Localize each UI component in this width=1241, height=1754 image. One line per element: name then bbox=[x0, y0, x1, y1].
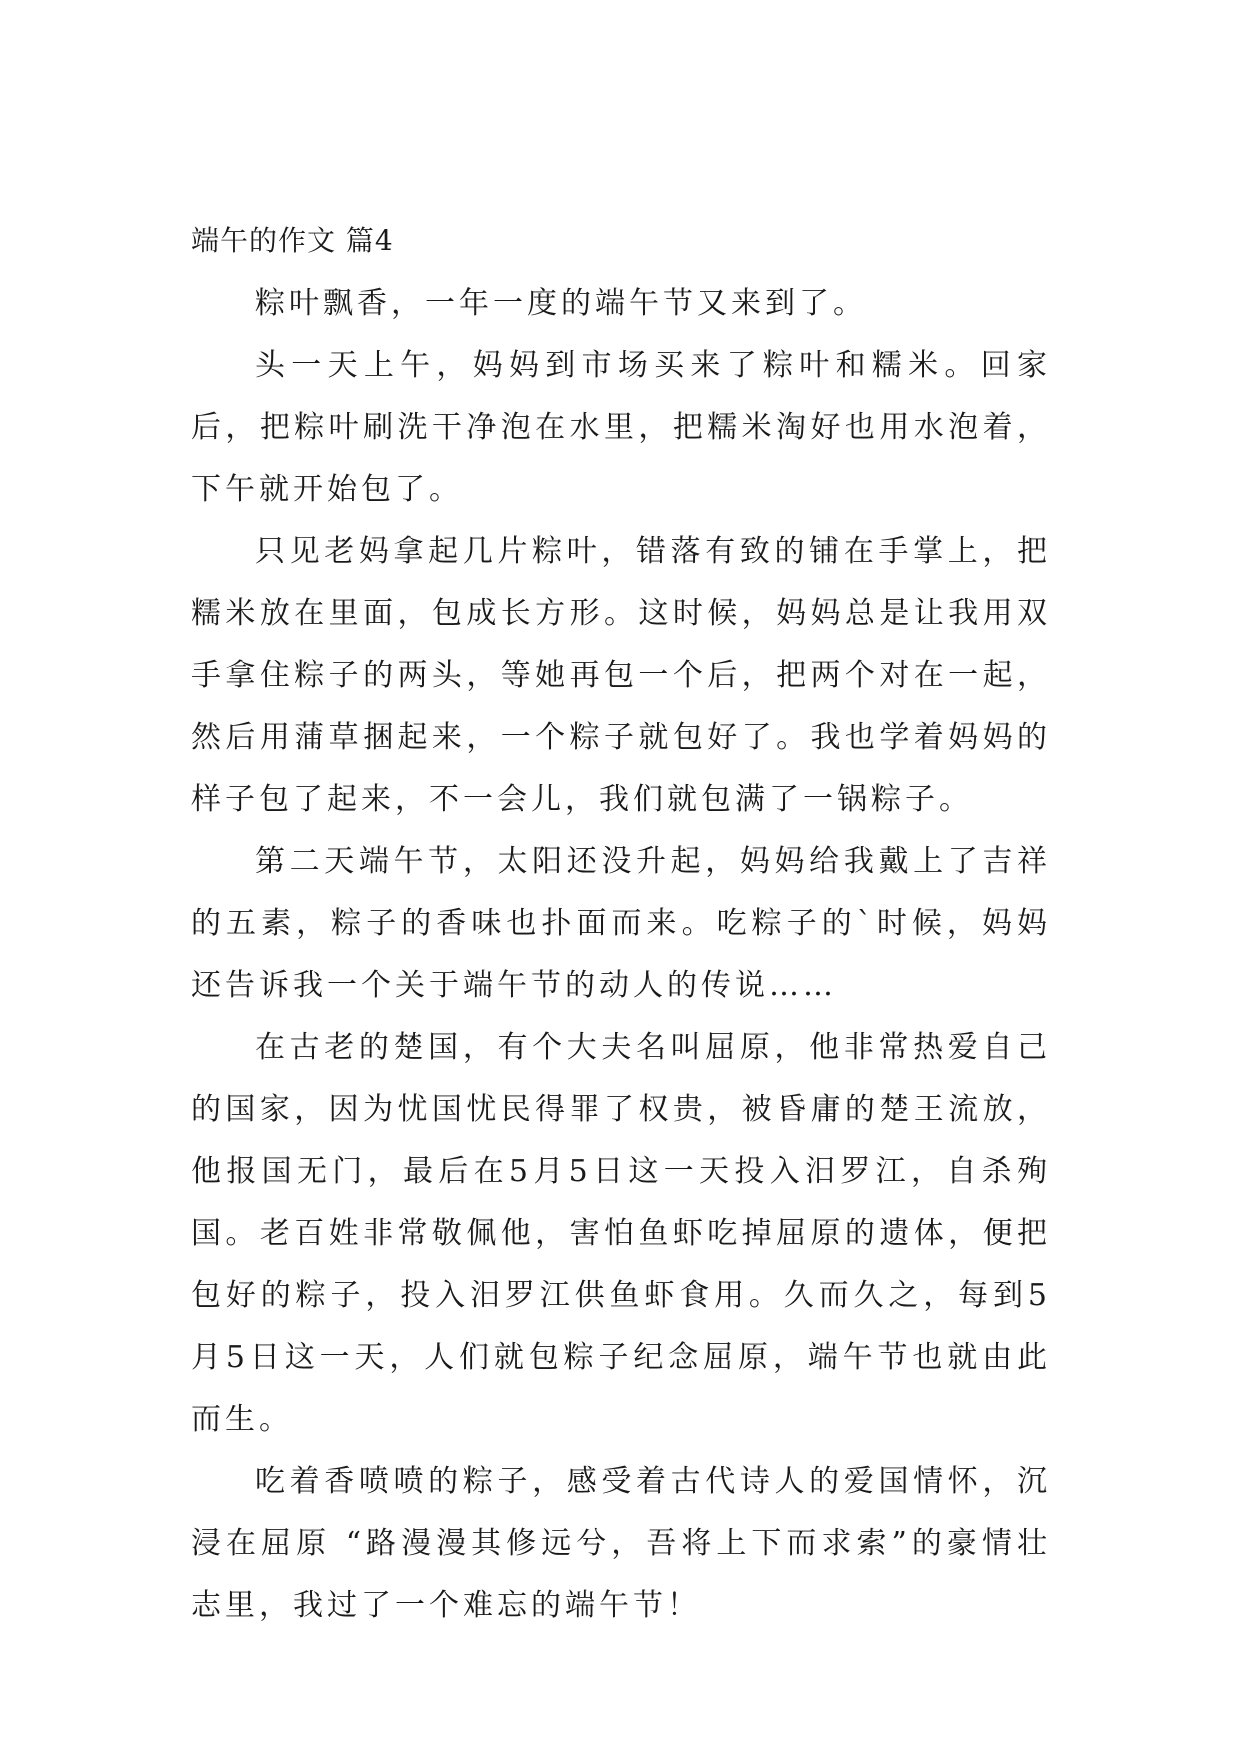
paragraph-3: 只见老妈拿起几片粽叶，错落有致的铺在手掌上，把糯米放在里面，包成长方形。这时候，妈妈总是让我用双手拿住粽子的两头，等她再包一个后，把两个对在一起，然后用蒲草捆起来，一个粽子就包好了。我也学着妈妈的样子包了起来，不一会儿，我们就包满了一锅粽子。 bbox=[191, 534, 1051, 817]
paragraph-4: 第二天端午节，太阳还没升起，妈妈给我戴上了吉祥的五素，粽子的香味也扑面而来。吃粽子的`时候，妈妈还告诉我一个关于端午节的动人的传说…… bbox=[191, 844, 1051, 1003]
document-title: 端午的作文 篇4 bbox=[191, 224, 394, 257]
paragraph-5: 在古老的楚国，有个大夫名叫屈原，他非常热爱自己的国家，因为忧国忧民得罪了权贵，被昏庸的楚王流放，他报国无门，最后在5月5日这一天投入汨罗江，自杀殉国。老百姓非常敬佩他，害怕鱼虾吃掉屈原的遗体，便把包好的粽子，投入汨罗江供鱼虾食用。久而久之，每到5月5日这一天，人们就包粽子纪念屈原，端午节也就由此而生。 bbox=[191, 1030, 1051, 1437]
document-body bbox=[191, 221, 1051, 1637]
paragraph-2: 头一天上午，妈妈到市场买来了粽叶和糯米。回家后，把粽叶刷洗干净泡在水里，把糯米淘好也用水泡着，下午就开始包了。 bbox=[191, 348, 1051, 507]
paragraph-1: 粽叶飘香，一年一度的端午节又来到了。 bbox=[255, 286, 867, 321]
paragraph-6: 吃着香喷喷的粽子，感受着古代诗人的爱国情怀，沉浸在屈原 “路漫漫其修远兮，吾将上下而求索”的豪情壮志里，我过了一个难忘的端午节！ bbox=[191, 1464, 1051, 1623]
